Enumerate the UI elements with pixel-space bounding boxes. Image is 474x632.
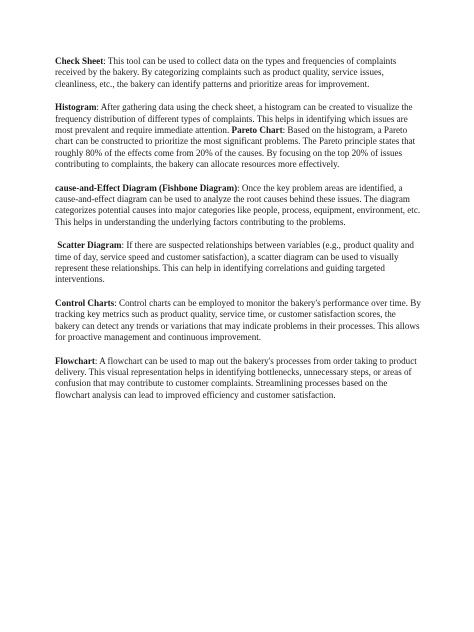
paragraph-histogram <box>55 102 421 170</box>
paragraph-flowchart <box>55 356 421 401</box>
paragraph-text: : Based on the histogram, a Pareto chart can be constructed to prioritize the most significant problems. The Pareto principle states that roughly 80% of the effects come from 20% of the causes. By focusing on the top 20% of issues contributing to complaints, the bakery can allocate resources more effectively. <box>55 124 416 169</box>
paragraph-text: : Once the key problem areas are identified, a cause-and-effect diagram can be used to analyze the root causes behind these issues. The diagram categorizes potential causes into major categories like people, process, equipment, environment, etc. This helps in understanding the underlying factors contributing to the problems. <box>55 182 421 227</box>
term-histogram: Histogram <box>55 102 97 113</box>
term-flowchart: Flowchart <box>55 355 95 366</box>
term-cause-and-effect: cause-and-Effect Diagram (Fishbone Diagram) <box>55 182 238 193</box>
paragraph-text: : A flowchart can be used to map out the bakery's processes from order taking to product delivery. This visual representation helps in identifying bottlenecks, unnecessary steps, or areas of confusion that may contribute to customer complaints. Streamlining processes based on the flowchart analysis can lead to improved efficiency and customer satisfaction. <box>55 355 417 400</box>
paragraph-scatter-diagram <box>55 240 421 285</box>
paragraph-check-sheet <box>55 56 421 90</box>
document-page <box>55 56 421 413</box>
paragraph-control-charts <box>55 298 421 343</box>
term-scatter-diagram: Scatter Diagram <box>55 240 122 251</box>
paragraph-text: : Control charts can be employed to monitor the bakery's performance over time. By tracking key metrics such as product quality, service time, or customer satisfaction scores, the bakery can detect any trends or variations that may indicate problems in their processes. This allows for proactive management and continuous improvement. <box>55 298 421 342</box>
paragraph-cause-and-effect <box>55 183 421 228</box>
paragraph-text: : This tool can be used to collect data on the types and frequencies of complaints received by the bakery. By categorizing complaints such as product quality, service issues, cleanliness, etc., the bakery can identify patterns and prioritize areas for improvement. <box>55 56 397 89</box>
paragraph-text: : If there are suspected relationships between variables (e.g., product quality and time of day, service speed and customer satisfaction), a scatter diagram can be used to visually represent these relationships. This can help in identifying correlations and guiding targeted interventions. <box>55 240 414 285</box>
term-check-sheet: Check Sheet <box>55 56 104 66</box>
term-control-charts: Control Charts <box>55 298 115 309</box>
term-pareto-chart: Pareto Chart <box>231 124 283 135</box>
paragraph-text: : After gathering data using the check sheet, a histogram can be created to visualize the frequency distribution of different types of complaints. This helps in identifying which issues are most prevalent and require immediate attention. <box>55 102 413 135</box>
